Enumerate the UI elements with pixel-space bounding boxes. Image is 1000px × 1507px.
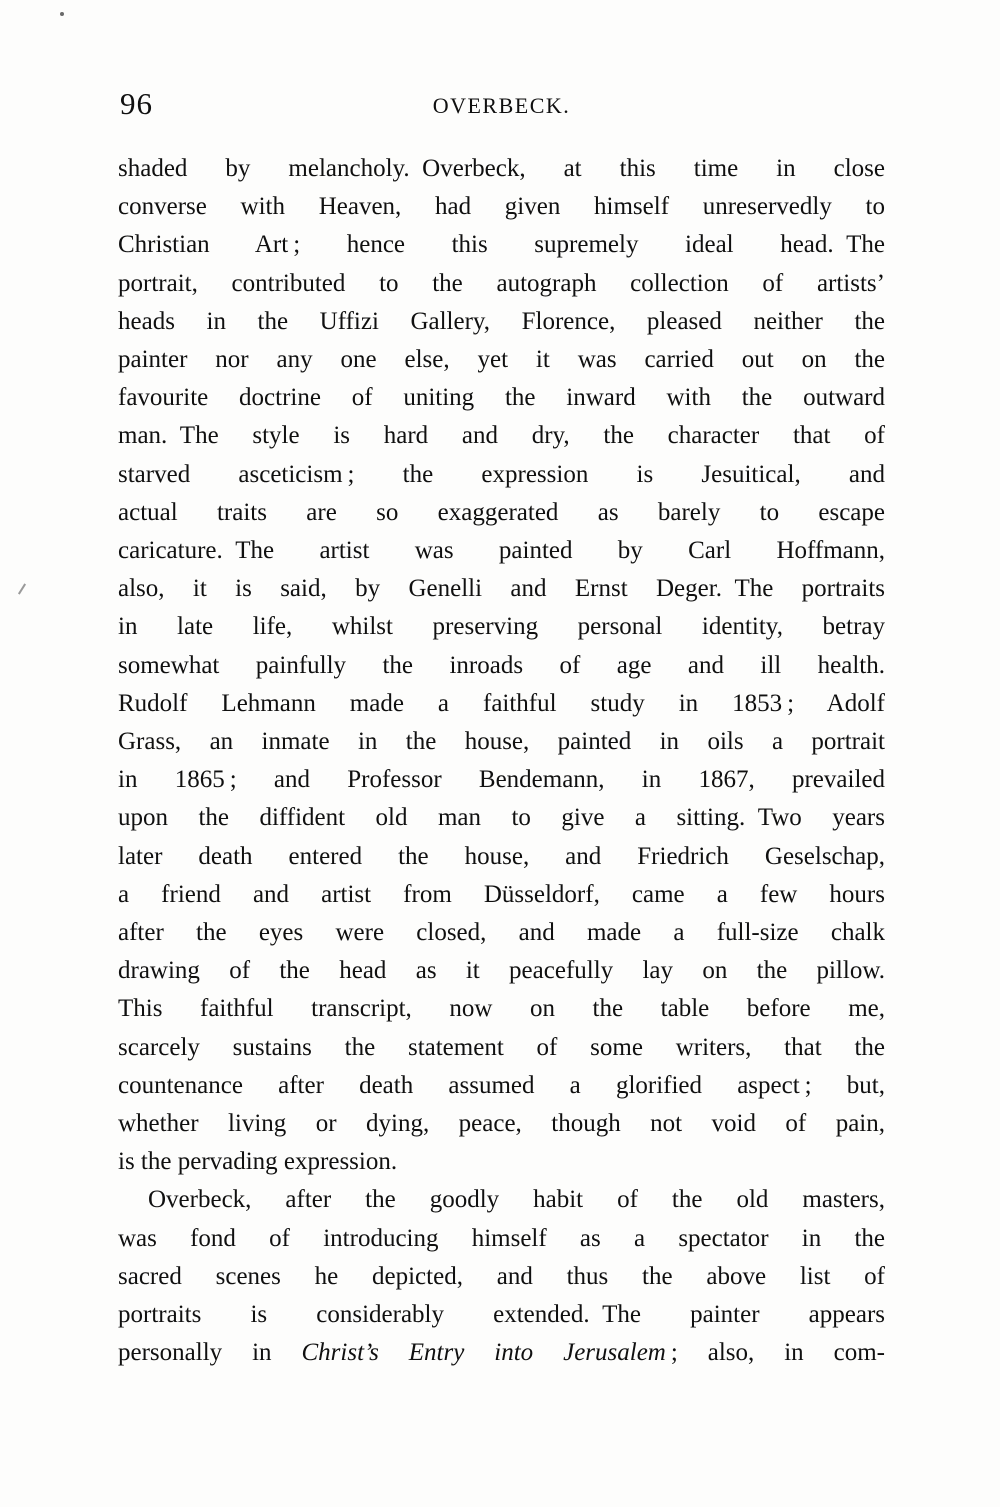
text-segment: portrait, contributed to the autograph collection of artists’ — [118, 269, 885, 297]
text-segment: Rudolf Lehmann made a faithful study in 1853 ; Adolf — [118, 689, 885, 717]
text-line — [118, 799, 885, 837]
text-segment: a friend and artist from Düsseldorf, came a few hours — [118, 880, 885, 908]
running-head: OVERBECK. — [432, 93, 571, 118]
text-segment: favourite doctrine of uniting the inward with the outward — [118, 384, 885, 412]
text-line — [118, 1029, 885, 1067]
text-line — [118, 990, 885, 1028]
text-segment: Overbeck, after the goodly habit of the old masters, — [148, 1186, 885, 1214]
text-line — [118, 1296, 885, 1334]
text-line — [118, 341, 885, 379]
page-header — [118, 88, 885, 128]
text-line — [118, 456, 885, 494]
text-line — [118, 1067, 885, 1105]
text-segment: is the pervading expression. — [118, 1148, 398, 1176]
text-segment: after the eyes were closed, and made a full-size chalk — [118, 919, 885, 947]
text-segment: also, it is said, by Genelli and Ernst Deger. The portraits — [118, 575, 885, 603]
text-line — [118, 838, 885, 876]
text-segment: painter nor any one else, yet it was carried out on the — [118, 346, 885, 374]
text-segment: portraits is considerably extended. The painter appears — [118, 1301, 885, 1329]
text-segment: Christian Art ; hence this supremely ideal head. The — [118, 231, 885, 259]
text-segment: heads in the Uffizi Gallery, Florence, pleased neither the — [118, 307, 885, 335]
text-segment: countenance after death assumed a glorified aspect ; but, — [118, 1071, 885, 1099]
text-segment: whether living or dying, peace, though not void of pain, — [118, 1110, 885, 1138]
text-line — [118, 150, 885, 188]
text-block — [118, 150, 885, 1373]
paragraph — [118, 1181, 885, 1372]
text-line — [118, 952, 885, 990]
text-line — [118, 494, 885, 532]
text-segment: Grass, an inmate in the house, painted in oils a portrait — [118, 728, 885, 756]
text-line — [118, 761, 885, 799]
text-segment: somewhat painfully the inroads of age and ill health. — [118, 651, 885, 679]
text-line — [118, 1143, 885, 1181]
text-line — [118, 417, 885, 455]
text-line — [118, 914, 885, 952]
text-line — [118, 1105, 885, 1143]
text-segment: in 1865 ; and Professor Bendemann, in 1867, prevailed — [118, 766, 885, 794]
scan-speck-dot — [60, 12, 64, 16]
paragraph — [118, 150, 885, 1181]
text-line — [118, 723, 885, 761]
text-segment: sacred scenes he depicted, and thus the above list of — [118, 1262, 885, 1290]
text-segment: This faithful transcript, now on the table before me, — [118, 995, 885, 1023]
text-segment: converse with Heaven, had given himself unreservedly to — [118, 193, 885, 221]
scan-speck-slash — [18, 583, 26, 594]
text-segment: was fond of introducing himself as a spectator in the — [118, 1224, 885, 1252]
text-line — [118, 608, 885, 646]
text-line — [118, 303, 885, 341]
text-line — [118, 379, 885, 417]
text-line — [118, 570, 885, 608]
text-segment: personally in — [118, 1339, 302, 1367]
text-line — [118, 188, 885, 226]
text-segment: drawing of the head as it peacefully lay on the pillow. — [118, 957, 885, 985]
text-segment: actual traits are so exaggerated as barely to escape — [118, 498, 885, 526]
page-number: 96 — [120, 86, 153, 121]
text-segment: scarcely sustains the statement of some writers, that the — [118, 1033, 885, 1061]
text-line — [118, 876, 885, 914]
text-line — [118, 647, 885, 685]
text-segment: caricature. The artist was painted by Carl Hoffmann, — [118, 537, 885, 565]
text-segment: in late life, whilst preserving personal identity, betray — [118, 613, 885, 641]
text-segment: ; also, in com- — [665, 1339, 885, 1367]
text-line — [118, 1220, 885, 1258]
text-segment: starved asceticism ; the expression is Jesuitical, and — [118, 460, 885, 488]
text-segment: upon the diffident old man to give a sitting. Two years — [118, 804, 885, 832]
text-segment: later death entered the house, and Friedrich Geselschap, — [118, 842, 885, 870]
text-line — [118, 265, 885, 303]
text-line — [118, 532, 885, 570]
text-line — [118, 685, 885, 723]
text-line — [118, 226, 885, 264]
text-segment: man. The style is hard and dry, the character that of — [118, 422, 885, 450]
text-segment: shaded by melancholy. Overbeck, at this time in close — [118, 155, 885, 182]
italic-text-segment: Christ’s Entry into Jerusalem — [301, 1339, 666, 1367]
text-line — [118, 1334, 885, 1372]
text-line — [118, 1181, 885, 1219]
text-line — [118, 1258, 885, 1296]
